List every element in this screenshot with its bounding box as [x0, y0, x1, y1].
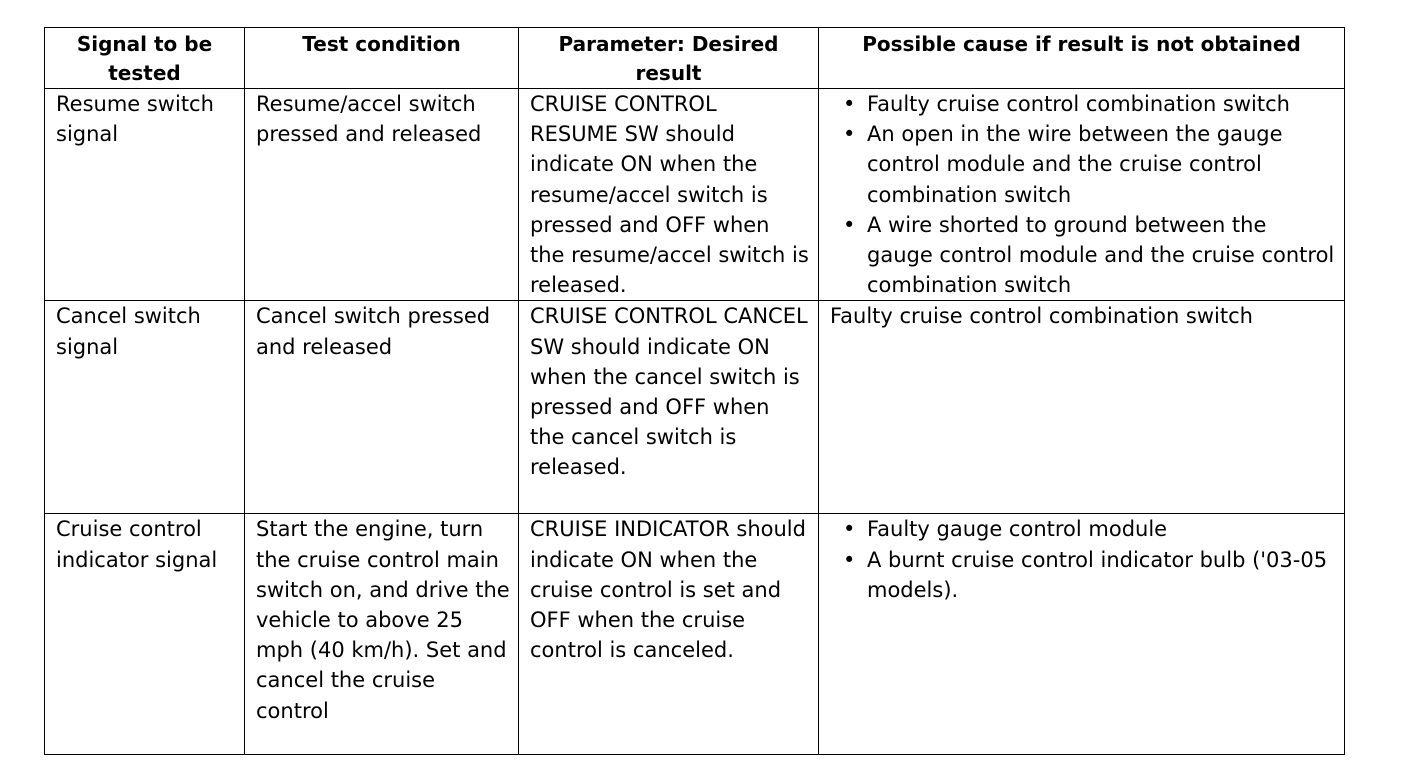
cause-item: • Faulty gauge control module: [843, 514, 1336, 544]
cell-parameter: CRUISE INDICATOR should indicate ON when the cruise control is set and OFF when the cruise control is canceled.: [519, 514, 819, 755]
cause-item: • A burnt cruise control indicator bulb ('03-05 models).: [843, 545, 1336, 605]
cell-causes: [819, 301, 1345, 514]
cell-causes: [819, 89, 1345, 301]
cell-condition: Start the engine, turn the cruise control main switch on, and drive the vehicle to above 25 mph (40 km/h). Set and cancel the cruise control: [245, 514, 519, 755]
cell-signal: Cruise control indicator signal: [45, 514, 245, 755]
header-parameter: Parameter: Desired result: [519, 28, 819, 89]
table-row-cancel-switch: [45, 301, 1345, 514]
cause-item: • Faulty cruise control combination switch: [843, 89, 1336, 119]
table-row-resume-switch: [45, 89, 1345, 301]
cell-signal: Cancel switch signal: [45, 301, 245, 514]
cause-list: [830, 89, 1336, 300]
header-test-condition: Test condition: [245, 28, 519, 89]
cause-item: • An open in the wire between the gauge control module and the cruise control combination switch: [843, 119, 1336, 210]
header-signal: Signal to be tested: [45, 28, 245, 89]
table-row-cruise-indicator: [45, 514, 1345, 755]
cell-signal: Resume switch signal: [45, 89, 245, 301]
cell-parameter: CRUISE CONTROL CANCEL SW should indicate ON when the cancel switch is pressed and OFF when the cancel switch is released.: [519, 301, 819, 514]
cause-text: Faulty cruise control combination switch: [830, 304, 1253, 329]
diagnostic-table: [44, 27, 1345, 755]
cell-condition: Cancel switch pressed and released: [245, 301, 519, 514]
cause-list: [830, 514, 1336, 605]
table-body: [45, 89, 1345, 755]
header-possible-cause: Possible cause if result is not obtained: [819, 28, 1345, 89]
cell-condition: Resume/accel switch pressed and released: [245, 89, 519, 301]
table-header: [45, 28, 1345, 89]
cell-causes: [819, 514, 1345, 755]
cause-item: • A wire shorted to ground between the gauge control module and the cruise control combination switch: [843, 210, 1336, 301]
cell-parameter: CRUISE CONTROL RESUME SW should indicate ON when the resume/accel switch is pressed and OFF when the resume/accel switch is released.: [519, 89, 819, 301]
header-row: [45, 28, 1345, 89]
